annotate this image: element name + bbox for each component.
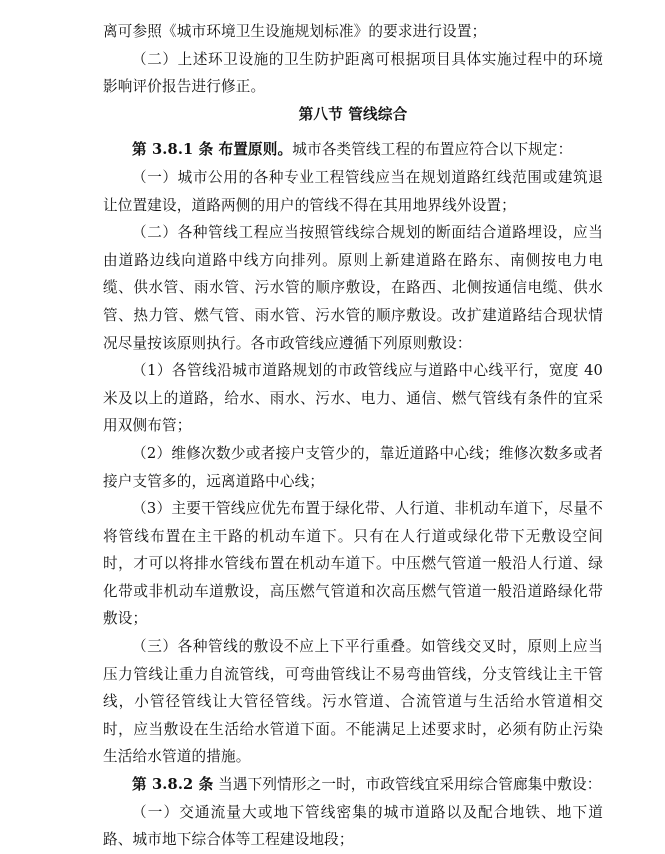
clause-label: 第 3.8.2 条 (132, 776, 214, 794)
paragraph-item-3: （三）各种管线的敷设不应上下平行重叠。如管线交叉时，原则上应当压力管线让重力自流管线，可弯曲管线让不易弯曲管线，分支管线让主干管线，小管径管线让大管径管线。污水管道、合流管道与生活给水管道相交时，应当敷设在生活给水管道下面。不能满足上述要求时，必须有防止污染生活给水管道的措施。 (103, 638, 603, 766)
clause-3-8-1 (103, 136, 603, 164)
clause-text: 城市各类管线工程的布置应符合以下规定： (292, 141, 573, 159)
clause-3-8-2 (103, 771, 603, 799)
paragraph-protection-distance: （二）上述环卫设施的卫生防护距离可根据项目具体实施过程中的环境影响评价报告进行修正。 (103, 50, 603, 96)
paragraph-continuation: 离可参照《城市环境卫生设施规划标准》的要求进行设置； (103, 23, 487, 40)
section-title: 第八节 管线综合 (298, 105, 408, 123)
document-page (0, 18, 665, 849)
clause-label: 第 3.8.1 条 布置原则。 (132, 141, 293, 159)
paragraph-subitem-1: （1）各管线沿城市道路规划的市政管线应与道路中心线平行，宽度 40 米及以上的道路，给水、雨水、污水、电力、通信、燃气管线有条件的宜采用双侧布管； (103, 362, 603, 435)
paragraph-item-2: （二）各种管线工程应当按照管线综合规划的断面结合道路埋设，应当由道路边线向道路中线方向排列。原则上新建道路在路东、南侧按电力电缆、供水管、雨水管、污水管的顺序敷设，在路西、北侧按通信电缆、供水管、热力管、燃气管、雨水管、污水管的顺序敷设。改扩建道路结合现状情况尽量按该原则执行。各市政管线应遵循下列原则敷设： (103, 224, 603, 352)
paragraph-utility-tunnel-item-1: （一）交通流量大或地下管线密集的城市道路以及配合地铁、地下道路、城市地下综合体等工程建设地段； (103, 803, 603, 849)
clause-text: 当遇下列情形之一时，市政管线宜采用综合管廊集中敷设： (213, 776, 602, 794)
paragraph-subitem-2: （2）维修次数少或者接户支管少的，靠近道路中心线；维修次数多或者接户支管多的，远离道路中心线； (103, 444, 603, 490)
paragraph-item-1: （一）城市公用的各种专业工程管线应当在规划道路红线范围或建筑退让位置建设，道路两侧的用户的管线不得在其用地界线外设置； (103, 168, 603, 214)
paragraph-subitem-3: （3）主要干管线应优先布置于绿化带、人行道、非机动车道下，尽量不将管线布置在主干路的机动车道下。只有在人行道或绿化带下无敷设空间时，才可以将排水管线布置在机动车道下。中压燃气管道一般沿人行道、绿化带或非机动车道敷设，高压燃气管道和次高压燃气管道一般沿道路绿化带敷设； (103, 500, 603, 628)
